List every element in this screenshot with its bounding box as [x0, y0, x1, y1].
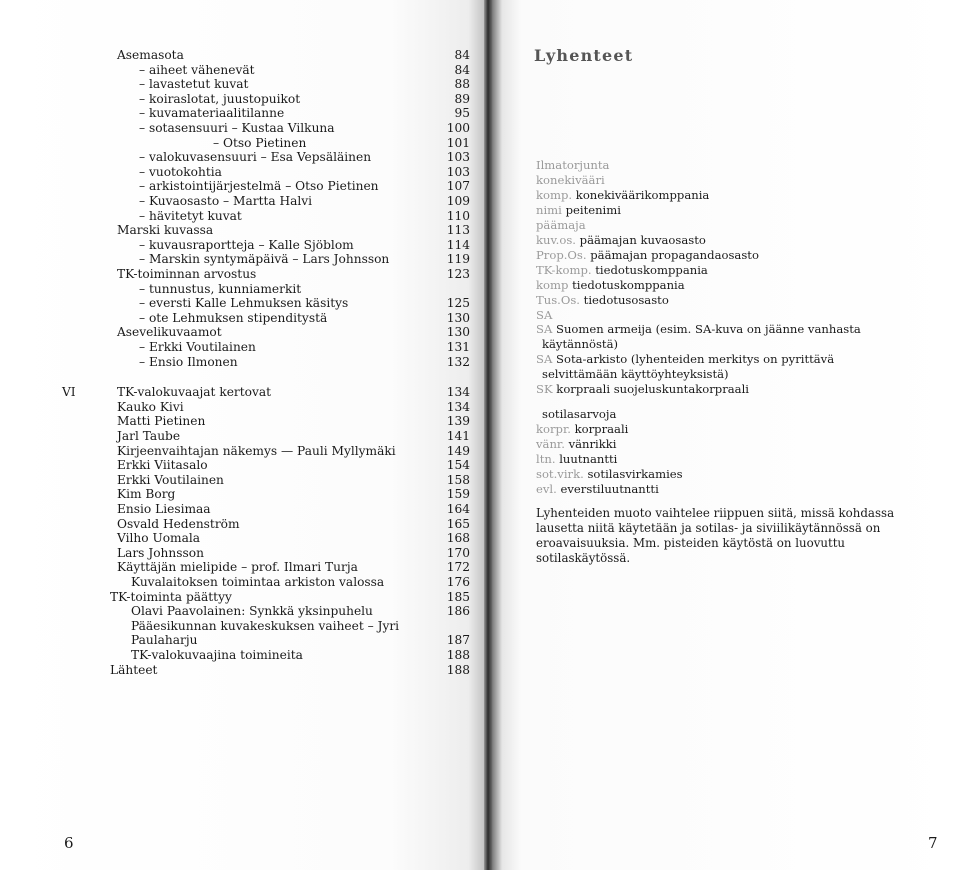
toc-entry [0, 531, 488, 546]
toc-title: Ensio Liesimaa [117, 502, 211, 516]
abbreviation-definition: päämajan kuvaosasto [579, 232, 706, 247]
abbreviation-row [536, 352, 960, 366]
abbreviation-definition: selvittämään käyttöyhteyksistä) [542, 367, 729, 382]
toc-page-number: 139 [446, 414, 470, 429]
toc-entry [0, 77, 488, 92]
toc-entry [0, 633, 488, 648]
toc-title: – hävitetyt kuvat [139, 208, 242, 223]
toc-title: – kuvausraportteja – Kalle Sjöblom [139, 237, 354, 252]
abbreviation-row [536, 203, 960, 217]
abbreviation-row [536, 452, 960, 466]
abbreviations-note [536, 506, 926, 566]
abbreviation-row [536, 263, 960, 277]
toc-title: – Ensio Ilmonen [139, 354, 238, 369]
abbreviation-term: Tus.Os. [536, 292, 580, 307]
toc-entry [0, 121, 488, 136]
toc-page-number: 107 [446, 179, 470, 194]
toc-title: Asemasota [117, 48, 184, 62]
toc-title: Erkki Viitasalo [117, 458, 208, 473]
note-line: lausetta niitä käytetään ja sotilas- ja siviilikäytännössä on [536, 521, 881, 535]
toc-title: – Marskin syntymäpäivä – Lars Johnsson [139, 252, 390, 267]
toc-title: – sotasensuuri – Kustaa Vilkuna [139, 121, 335, 135]
toc-title: Kirjeenvaihtajan näkemys — Pauli Myllymäki [117, 443, 396, 458]
toc-entry [0, 165, 488, 180]
toc-entry [0, 385, 488, 400]
abbreviation-row [542, 407, 960, 421]
abbreviation-definition: luutnantti [559, 451, 618, 466]
abbreviation-definition: peitenimi [565, 202, 621, 217]
toc-entry [0, 223, 488, 238]
toc-title: TK-valokuvaajina toimineita [131, 648, 303, 662]
abbreviation-definition: päämajan propagandaosasto [590, 247, 759, 262]
toc-title: – tunnustus, kunniamerkit [139, 281, 302, 296]
toc-page-number: 125 [446, 296, 470, 311]
toc-entry [0, 311, 488, 326]
toc-title: – valokuvasensuuri – Esa Vepsäläinen [139, 150, 372, 165]
toc-entry [0, 473, 488, 488]
abbreviation-definition: käytännöstä) [542, 337, 619, 352]
toc-section-number: VI [62, 385, 76, 400]
toc-page-number: 141 [446, 429, 470, 443]
toc-page-number: 84 [454, 62, 470, 77]
abbreviation-term: Prop.Os. [536, 247, 587, 262]
abbreviation-term: sot.virk. [536, 466, 584, 481]
abbreviation-definition: korpraali [574, 421, 629, 436]
toc-entry [0, 194, 488, 209]
toc-entry [0, 517, 488, 532]
abbreviation-row [536, 173, 960, 187]
toc-title: Matti Pietinen [117, 414, 206, 429]
toc-entry [0, 267, 488, 282]
toc-page-number: 134 [446, 385, 470, 400]
toc-entry [0, 209, 488, 224]
abbreviation-row [536, 278, 960, 292]
abbreviations-heading: Lyhenteet [534, 46, 634, 65]
abbreviation-row [536, 467, 960, 481]
toc-title: – vuotokohtia [139, 164, 222, 179]
abbreviation-row [536, 422, 960, 436]
toc-page-number: 188 [446, 662, 470, 677]
toc-title: TK-toiminnan arvostus [117, 267, 257, 281]
toc-title: TK-toiminta päättyy [110, 589, 232, 604]
abbreviation-term: ltn. [536, 451, 556, 466]
toc-page-number: 103 [446, 164, 470, 179]
toc-page-number: 109 [446, 194, 470, 208]
toc-title: – kuvamateriaalitilanne [139, 106, 285, 121]
toc-page-number: 170 [446, 545, 470, 560]
toc-title: – aiheet vähenevät [139, 62, 255, 77]
toc-entry [0, 106, 488, 121]
abbreviation-row [536, 218, 960, 232]
toc-entry [0, 414, 488, 429]
abbreviation-definition: tiedotusosasto [583, 292, 669, 307]
abbreviation-row [536, 158, 960, 172]
toc-page-number: 154 [446, 458, 470, 473]
toc-entry [0, 604, 488, 619]
toc-entry [0, 502, 488, 517]
toc-title: Kauko Kivi [117, 399, 184, 414]
note-line: Lyhenteiden muoto vaihtelee riippuen siitä, missä kohdassa [536, 506, 895, 520]
abbreviation-row [536, 382, 960, 396]
abbreviation-term: evl. [536, 481, 557, 496]
toc-title: Kuvalaitoksen toimintaa arkiston valossa [131, 575, 385, 589]
toc-page-number: 130 [446, 325, 470, 340]
toc-entry [0, 252, 488, 267]
abbreviation-definition: Sota-arkisto (lyhenteiden merkitys on pyrittävä [556, 352, 835, 367]
toc-entry [0, 369, 488, 384]
abbreviation-definition: korpraali suojeluskuntakorpraali [556, 382, 749, 397]
toc-title: – koiraslotat, juustopuikot [139, 91, 301, 106]
toc-page-number: 132 [446, 354, 470, 369]
toc-title: Vilho Uomala [117, 531, 201, 546]
note-line: eroavaisuuksia. Mm. pisteiden käytöstä on luovuttu [536, 536, 846, 550]
abbreviation-definition: tiedotuskomppania [595, 262, 708, 277]
toc-entry [0, 458, 488, 473]
toc-page-number: 185 [446, 589, 470, 604]
abbreviation-definition: sotilasarvoja [542, 406, 617, 421]
toc-entry [0, 444, 488, 459]
abbreviation-row [542, 367, 960, 381]
toc-page-number: 172 [446, 560, 470, 575]
toc-page-number: 131 [446, 340, 470, 354]
toc-page-number: 101 [446, 135, 470, 150]
abbreviation-row [536, 293, 960, 307]
abbreviation-term: komp. [536, 187, 573, 202]
abbreviation-definition: konekiväärikomppania [575, 187, 710, 202]
abbreviation-definition: Suomen armeija (esim. SA-kuva on jäänne vanhasta [556, 322, 861, 337]
toc-page-number: 88 [454, 77, 470, 92]
toc-entry [0, 663, 488, 678]
toc-title: Käyttäjän mielipide – prof. Ilmari Turja [117, 560, 358, 575]
abbreviation-term: konekivääri [536, 172, 605, 187]
toc-page-number: 134 [446, 399, 470, 414]
abbreviation-term: korpr. [536, 421, 571, 436]
toc-title: – Kuvaosasto – Martta Halvi [139, 194, 313, 208]
toc-title: Pääesikunnan kuvakeskuksen vaiheet – Jyri [131, 618, 400, 633]
abbreviation-definition: vänrikki [568, 436, 617, 451]
toc-entry [0, 619, 488, 634]
abbreviation-term: SA [536, 307, 553, 322]
left-page-number: 6 [64, 834, 74, 852]
abbreviation-definition: everstiluutnantti [560, 481, 659, 496]
toc-page-number: 123 [446, 267, 470, 281]
abbreviation-term: SK [536, 382, 553, 397]
abbreviation-term: SA [536, 322, 553, 337]
abbreviation-term: vänr. [536, 436, 565, 451]
toc-entry [0, 648, 488, 663]
toc-entry [0, 296, 488, 311]
toc-page-number: 95 [454, 106, 470, 121]
abbreviation-term: kuv.os. [536, 232, 576, 247]
abbreviation-row [536, 322, 960, 336]
toc-page-number: 119 [446, 252, 470, 267]
toc-title: Asevelikuvaamot [117, 325, 222, 340]
toc-page-number: 89 [454, 91, 470, 106]
toc-page-number: 113 [446, 223, 470, 238]
abbreviation-row [536, 437, 960, 451]
toc-title: Lähteet [110, 662, 158, 677]
toc-title: Olavi Paavolainen: Synkkä yksinpuhelu [131, 604, 373, 619]
toc-page-number: 187 [446, 633, 470, 648]
toc-entry [0, 282, 488, 297]
abbreviation-row [536, 308, 960, 322]
abbreviation-term: nimi [536, 202, 562, 217]
toc-entry [0, 48, 488, 63]
toc-page-number: 84 [454, 48, 470, 62]
toc-title: – lavastetut kuvat [139, 77, 249, 92]
toc-page-number: 130 [446, 310, 470, 325]
right-page-number: 7 [928, 834, 938, 852]
abbreviation-row [542, 337, 960, 351]
toc-title: Osvald Hedenström [117, 516, 240, 531]
abbreviation-term: SA [536, 352, 553, 367]
toc-entry [0, 400, 488, 415]
toc-entry [0, 136, 488, 151]
toc-entry [0, 355, 488, 370]
toc-title: Erkki Voutilainen [117, 472, 224, 487]
toc-page-number: 188 [446, 648, 470, 662]
toc-entry [0, 575, 488, 590]
toc-entry [0, 150, 488, 165]
toc-page-number: 103 [446, 150, 470, 165]
toc-entry [0, 63, 488, 78]
toc-title: – arkistointijärjestelmä – Otso Pietinen [139, 179, 379, 194]
toc-title: Paulaharju [131, 633, 198, 648]
abbreviation-row [536, 248, 960, 262]
toc-title: – ote Lehmuksen stipenditystä [139, 310, 328, 325]
toc-page-number: 149 [446, 443, 470, 458]
toc-page-number: 164 [446, 502, 470, 516]
abbreviation-definition: sotilasvirkamies [587, 466, 683, 481]
toc-title: – eversti Kalle Lehmuksen käsitys [139, 296, 349, 311]
toc-entry [0, 560, 488, 575]
toc-page-number: 114 [446, 237, 470, 252]
toc-title: TK-valokuvaajat kertovat [117, 385, 272, 400]
toc-page-number: 159 [446, 487, 470, 502]
toc-entry [0, 590, 488, 605]
abbreviation-term: TK-komp. [536, 262, 592, 277]
toc-title: Marski kuvassa [117, 223, 214, 238]
toc-page-number: 158 [446, 472, 470, 487]
toc-page-number: 176 [446, 575, 470, 589]
toc-entry [0, 429, 488, 444]
toc-entry [0, 487, 488, 502]
toc-entry [0, 179, 488, 194]
abbreviation-row [536, 233, 960, 247]
toc-entry [0, 325, 488, 340]
abbreviation-definition: tiedotuskomppania [572, 277, 685, 292]
abbreviation-row [536, 188, 960, 202]
toc-page-number: 186 [446, 604, 470, 619]
toc-entry [0, 340, 488, 355]
toc-entry [0, 546, 488, 561]
abbreviation-row [536, 482, 960, 496]
abbreviation-term: päämaja [536, 217, 586, 232]
toc-title: – Erkki Voutilainen [139, 340, 256, 354]
note-line: sotilaskäytössä. [536, 551, 631, 565]
abbreviation-term: komp [536, 277, 569, 292]
toc-entry [0, 238, 488, 253]
toc-title: Jarl Taube [117, 429, 181, 443]
toc-page-number: 168 [446, 531, 470, 546]
toc-page-number: 165 [446, 516, 470, 531]
toc-page-number: 110 [446, 208, 470, 223]
abbreviation-term: Ilmatorjunta [536, 158, 610, 172]
toc-title: Lars Johnsson [117, 545, 204, 560]
toc-entry [0, 92, 488, 107]
toc-page-number: 100 [446, 121, 470, 135]
toc-title: Kim Borg [117, 487, 176, 502]
toc-title: – Otso Pietinen [213, 135, 307, 150]
